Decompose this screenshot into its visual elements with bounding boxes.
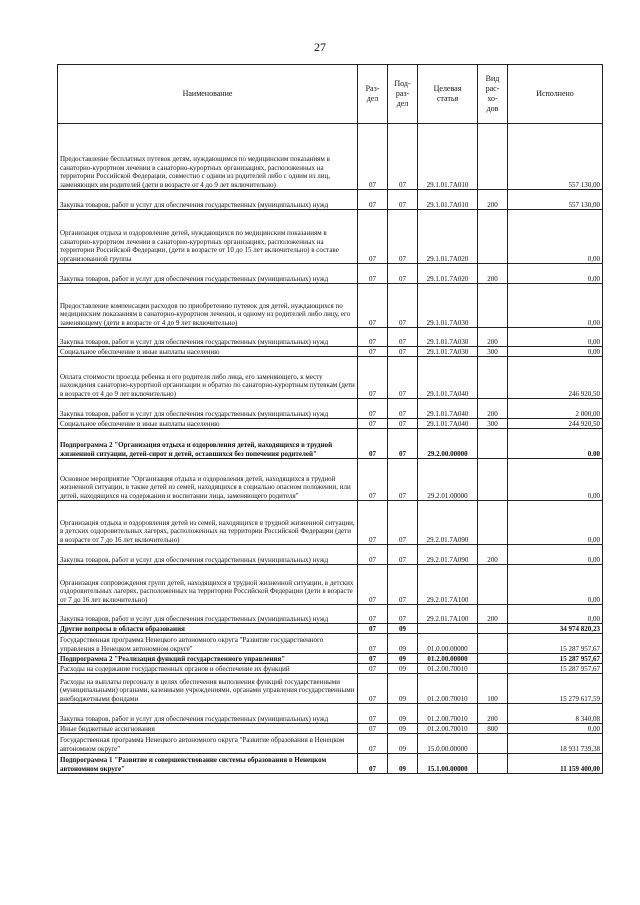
row-section: 07 [358,565,388,605]
table-row [58,190,603,210]
row-subsection: 07 [388,347,418,357]
row-target-code: 15.0.00.00000 [418,734,478,754]
row-subsection: 09 [388,674,418,704]
row-target-code: 29.1.01.7A030 [418,328,478,347]
row-target-code: 01.2.00.70010 [418,724,478,734]
row-section: 07 [358,347,388,357]
table-row [58,501,603,545]
row-target-code: 29.1.01.7A040 [418,419,478,429]
row-expense-type: 200 [478,328,508,347]
row-section: 07 [358,634,388,654]
row-subsection: 09 [388,624,418,634]
row-section: 07 [358,124,388,190]
header-target: Целевая статья [418,65,478,124]
row-amount: 15 279 617,59 [508,674,603,704]
row-amount: 18 931 739,38 [508,734,603,754]
row-section: 07 [358,210,388,264]
table-row [58,704,603,724]
row-name: Социальное обеспечение и иные выплаты населению [58,419,358,429]
row-section: 07 [358,654,388,664]
table-row [58,724,603,734]
row-amount: 0,00 [508,565,603,605]
row-target-code: 29.1.01.7A030 [418,347,478,357]
row-name: Закупка товаров, работ и услуг для обеспечения государственных (муниципальных) нужд [58,704,358,724]
row-name: Закупка товаров, работ и услуг для обеспечения государственных (муниципальных) нужд [58,264,358,284]
row-expense-type: 200 [478,264,508,284]
row-expense-type [478,124,508,190]
row-subsection: 07 [388,429,418,459]
row-target-code [418,624,478,634]
row-name: Другие вопросы в области образования [58,624,358,634]
row-expense-type [478,734,508,754]
table-header-row [58,65,603,124]
row-expense-type [478,284,508,328]
row-subsection: 07 [388,264,418,284]
row-target-code: 29.1.01.7A020 [418,210,478,264]
row-amount: 15 287 957,67 [508,634,603,654]
row-subsection: 07 [388,605,418,624]
row-name: Закупка товаров, работ и услуг для обеспечения государственных (муниципальных) нужд [58,190,358,210]
row-name: Оплата стоимости проезда ребенка и его родителя либо лица, его заменяющего, к месту нахождения санаторно-курортной организации и обратно по санаторно-курортным путевкам (дети в возрасте от 4 до 9 лет включительно) [58,357,358,399]
row-expense-type [478,429,508,459]
row-subsection: 07 [388,565,418,605]
row-target-code: 01.2.00.00000 [418,654,478,664]
row-section: 07 [358,328,388,347]
table-row [58,328,603,347]
row-amount: 11 159 400,00 [508,754,603,774]
row-amount: 0,00 [508,501,603,545]
table-row [58,634,603,654]
row-section: 07 [358,724,388,734]
row-subsection: 07 [388,357,418,399]
row-section: 07 [358,264,388,284]
row-expense-type: 200 [478,605,508,624]
row-name: Закупка товаров, работ и услуг для обеспечения государственных (муниципальных) нужд [58,399,358,419]
page-number: 27 [314,40,326,54]
table-row [58,624,603,634]
row-section: 07 [358,624,388,634]
row-name: Государственная программа Ненецкого автономного округа "Развитие государственного управления в Ненецком автономном округе" [58,634,358,654]
row-amount: 0,00 [508,264,603,284]
table-row [58,664,603,674]
table-row [58,565,603,605]
row-section: 07 [358,674,388,704]
row-name: Предоставление бесплатных путевок детям, нуждающимся по медицинским показаниям в санаторно-курортном лечении в санаторно-курортных организациях, расположенных на территории Российской Федерации, совместно с одним из родителей либо с одним из лиц, заменяющих им родителей (дети в возрасте от 4 до 9 лет включительно) [58,124,358,190]
row-subsection: 07 [388,399,418,419]
row-name: Иные бюджетные ассигнования [58,724,358,734]
table-row [58,459,603,501]
row-section: 07 [358,501,388,545]
table-row [58,399,603,419]
row-expense-type: 800 [478,724,508,734]
row-name: Предоставление компенсации расходов по приобретению путевок для детей, нуждающихся по медицинским показаниям в санаторно-курортном лечении, и одному из родителей либо лицу, его заменяющему (дети в возрасте от 4 до 9 лет включительно) [58,284,358,328]
row-subsection: 07 [388,190,418,210]
row-amount: 0.00 [508,429,603,459]
row-subsection: 09 [388,704,418,724]
row-subsection: 09 [388,734,418,754]
row-name: Расходы на выплаты персоналу в целях обеспечения выполнения функций государственными (муниципальными) органами, казенными учреждениями, органами управления государственными внебюджетными фондами [58,674,358,704]
row-expense-type: 100 [478,674,508,704]
row-subsection: 09 [388,634,418,654]
row-target-code: 29.1.01.7A020 [418,264,478,284]
row-expense-type: 200 [478,190,508,210]
row-amount: 0,00 [508,545,603,565]
row-name: Расходы на содержание государственных органов и обеспечение их функций [58,664,358,674]
row-name: Закупка товаров, работ и услуг для обеспечения государственных (муниципальных) нужд [58,328,358,347]
row-expense-type [478,624,508,634]
row-target-code: 29.1.01.7A040 [418,399,478,419]
row-target-code: 29.2.01.7A090 [418,501,478,545]
table-row [58,734,603,754]
header-name: Наименование [58,65,358,124]
row-target-code: 29.2.01.00000 [418,459,478,501]
row-expense-type [478,754,508,774]
row-section: 07 [358,734,388,754]
row-amount: 0,00 [508,459,603,501]
row-target-code: 29.1.01.7A010 [418,124,478,190]
table-row [58,754,603,774]
row-target-code: 29.1.01.7A030 [418,284,478,328]
header-expense-type: Вид рас- хо- дов [478,65,508,124]
row-expense-type [478,664,508,674]
row-subsection: 09 [388,724,418,734]
row-section: 07 [358,429,388,459]
budget-table [57,64,603,774]
row-amount: 15 287 957,67 [508,654,603,664]
row-subsection: 07 [388,328,418,347]
row-subsection: 07 [388,419,418,429]
row-amount: 0,00 [508,328,603,347]
row-name: Закупка товаров, работ и услуг для обеспечения государственных (муниципальных) нужд [58,545,358,565]
row-target-code: 01.2.00.70010 [418,674,478,704]
row-amount: 0,00 [508,210,603,264]
row-subsection: 07 [388,284,418,328]
row-subsection: 07 [388,459,418,501]
row-target-code: 29.2.00.00000 [418,429,478,459]
row-target-code: 29.2.01.7A090 [418,545,478,565]
table-row [58,210,603,264]
row-name: Организация сопровождения групп детей, находящихся в трудной жизненной ситуации, в детских оздоровительных лагерях, расположенных на территории Российской Федерации (дети в возрасте от 7 до 16 лет включительно) [58,565,358,605]
row-expense-type [478,654,508,664]
row-target-code: 01.0.00.00000 [418,634,478,654]
table-row [58,545,603,565]
header-section: Раз- дел [358,65,388,124]
row-section: 07 [358,284,388,328]
row-amount: 557 130,00 [508,190,603,210]
table-row [58,419,603,429]
row-target-code: 29.2.01.7A100 [418,565,478,605]
row-section: 07 [358,190,388,210]
table-row [58,284,603,328]
row-subsection: 09 [388,664,418,674]
row-amount: 557 130,00 [508,124,603,190]
row-amount: 0,00 [508,724,603,734]
row-subsection: 07 [388,545,418,565]
row-subsection: 07 [388,210,418,264]
row-section: 07 [358,399,388,419]
row-target-code: 29.1.01.7A040 [418,357,478,399]
row-amount: 246 920,50 [508,357,603,399]
row-name: Подпрограмма 2 "Реализация функций государственного управления" [58,654,358,664]
table-row [58,357,603,399]
row-expense-type [478,210,508,264]
table-row [58,605,603,624]
row-name: Социальное обеспечение и иные выплаты населению [58,347,358,357]
row-amount: 0,00 [508,284,603,328]
row-expense-type [478,501,508,545]
row-expense-type: 200 [478,399,508,419]
row-amount: 0,00 [508,347,603,357]
row-expense-type: 200 [478,704,508,724]
row-subsection: 09 [388,754,418,774]
row-section: 07 [358,605,388,624]
row-section: 07 [358,664,388,674]
table-row [58,124,603,190]
row-section: 07 [358,545,388,565]
row-name: Основное мероприятие "Организация отдыха и оздоровления детей, находящихся в трудной жизненной ситуации, в также детей из семей, находящихся в социально опасном положении, или детей, находящихся на содержании и воспитании лица, заменяющего родителя" [58,459,358,501]
row-amount: 34 974 820,23 [508,624,603,634]
row-expense-type: 200 [478,545,508,565]
table-row [58,674,603,704]
row-subsection: 09 [388,654,418,664]
row-name: Организация отдыха и оздоровление детей, нуждающихся по медицинским показаниям в санаторно-курортном лечении в санаторно-курортных организациях, расположенных на территории Российской Федерации, (дети в возрасте от 10 до 15 лет включительно) в составе организованной группы [58,210,358,264]
row-amount: 244 920,50 [508,419,603,429]
row-section: 07 [358,704,388,724]
row-section: 07 [358,459,388,501]
row-expense-type [478,565,508,605]
row-target-code: 01.2.00.70010 [418,664,478,674]
row-expense-type: 300 [478,347,508,357]
table-row [58,347,603,357]
row-target-code: 29.1.01.7A010 [418,190,478,210]
header-executed: Исполнено [508,65,603,124]
row-expense-type: 300 [478,419,508,429]
row-target-code: 29.2.01.7A100 [418,605,478,624]
table-row [58,429,603,459]
row-amount: 0,00 [508,605,603,624]
row-target-code: 15.1.00.00000 [418,754,478,774]
row-subsection: 07 [388,124,418,190]
row-name: Подпрограмма 2 "Организация отдыха и оздоровления детей, находящихся в трудной жизненной ситуации, детей-сирот и детей, оставшихся без попечения родителей" [58,429,358,459]
row-expense-type [478,634,508,654]
row-section: 07 [358,419,388,429]
table-row [58,264,603,284]
header-subsection: Под- раз- дел [388,65,418,124]
row-name: Закупка товаров, работ и услуг для обеспечения государственных (муниципальных) нужд [58,605,358,624]
row-subsection: 07 [388,501,418,545]
row-section: 07 [358,357,388,399]
row-name: Государственная программа Ненецкого автономного округа "Развитие образования в Ненецком автономном округе" [58,734,358,754]
row-amount: 15 287 957,67 [508,664,603,674]
row-amount: 2 000,00 [508,399,603,419]
row-section: 07 [358,754,388,774]
table-row [58,654,603,664]
row-name: Организация отдыха и оздоровления детей из семей, находящихся в трудной жизненной ситуации, в детских оздоровительных лагерях, расположенных на территории Российской Федерации (дети в возрасте от 7 до 16 лет включительно) [58,501,358,545]
row-target-code: 01.2.00.70010 [418,704,478,724]
row-name: Подпрограмма 1 "Развитие и совершенствование системы образования в Ненецком автономном округе" [58,754,358,774]
row-expense-type [478,357,508,399]
row-amount: 8 340,08 [508,704,603,724]
row-expense-type [478,459,508,501]
